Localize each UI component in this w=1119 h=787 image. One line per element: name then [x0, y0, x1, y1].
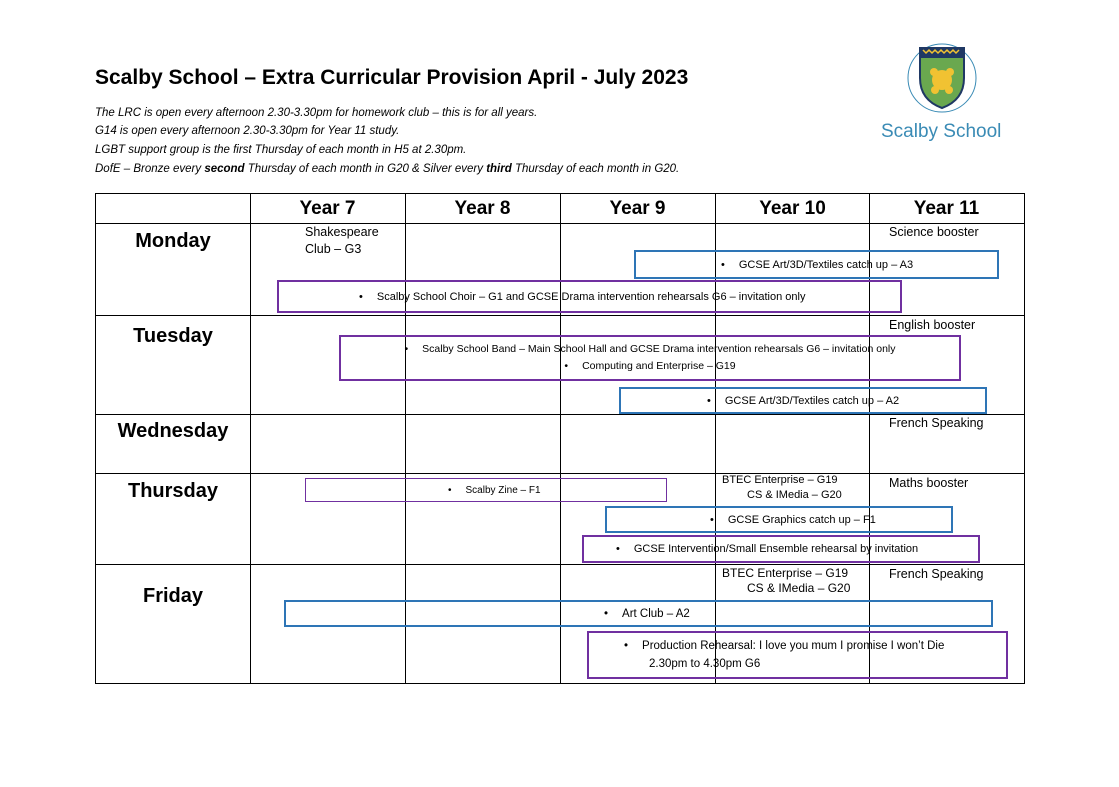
monday-year7-shakespeare: Shakespeare Club – G3	[305, 225, 379, 256]
friday-year11-french-speaking: French Speaking	[889, 567, 984, 581]
tuesday-year11-english-booster: English booster	[889, 318, 976, 332]
note-dofe: DofE – Bronze every second Thursday of each month in G20 & Silver every third Thursday of each month in G20.	[95, 163, 680, 175]
wednesday-year11-french-speaking: French Speaking	[889, 416, 984, 430]
monday-year11-science-booster: Science booster	[889, 225, 979, 239]
day-monday: Monday	[135, 230, 211, 252]
thursday-graphics-catchup-box: • GCSE Graphics catch up – F1	[605, 506, 953, 533]
friday-art-club-box: • Art Club – A2	[284, 600, 993, 627]
year-7-header: Year 7	[299, 198, 356, 219]
year-10-header: Year 10	[759, 198, 826, 219]
note-lrc: The LRC is open every afternoon 2.30-3.30pm for homework club – this is for all years.	[95, 107, 538, 119]
tuesday-art-catchup-box: • GCSE Art/3D/Textiles catch up – A2	[619, 387, 987, 414]
tuesday-band-box: • Scalby School Band – Main School Hall and GCSE Drama intervention rehearsals G6 – invitation only • Computing and Enterprise – G19	[339, 335, 961, 381]
thursday-zine-box: • Scalby Zine – F1	[305, 478, 667, 502]
monday-art-catchup-box: • GCSE Art/3D/Textiles catch up – A3	[634, 250, 999, 279]
year-11-header: Year 11	[913, 198, 980, 219]
note-lgbt: LGBT support group is the first Thursday of each month in H5 at 2.30pm.	[95, 144, 467, 156]
day-friday: Friday	[142, 585, 204, 607]
day-tuesday: Tuesday	[133, 325, 213, 347]
school-logo-name: Scalby School	[881, 121, 1002, 142]
page-title: Scalby School – Extra Curricular Provision April - July 2023	[95, 66, 689, 89]
year-9-header: Year 9	[609, 198, 666, 219]
year-8-header: Year 8	[454, 198, 511, 219]
monday-choir-box: • Scalby School Choir – G1 and GCSE Drama intervention rehearsals G6 – invitation only	[277, 280, 902, 313]
thursday-year11-maths-booster: Maths booster	[889, 476, 969, 490]
day-wednesday: Wednesday	[117, 420, 229, 442]
friday-year10-btec: BTEC Enterprise – G19 CS & IMedia – G20	[722, 566, 851, 595]
note-g14: G14 is open every afternoon 2.30-3.30pm for Year 11 study.	[95, 125, 400, 137]
thursday-year10-btec: BTEC Enterprise – G19 CS & IMedia – G20	[722, 474, 842, 501]
friday-production-box: • Production Rehearsal: I love you mum I promise I won’t Die 2.30pm to 4.30pm G6	[587, 631, 1008, 679]
thursday-intervention-box: • GCSE Intervention/Small Ensemble rehearsal by invitation	[582, 535, 980, 563]
day-thursday: Thursday	[127, 480, 219, 502]
